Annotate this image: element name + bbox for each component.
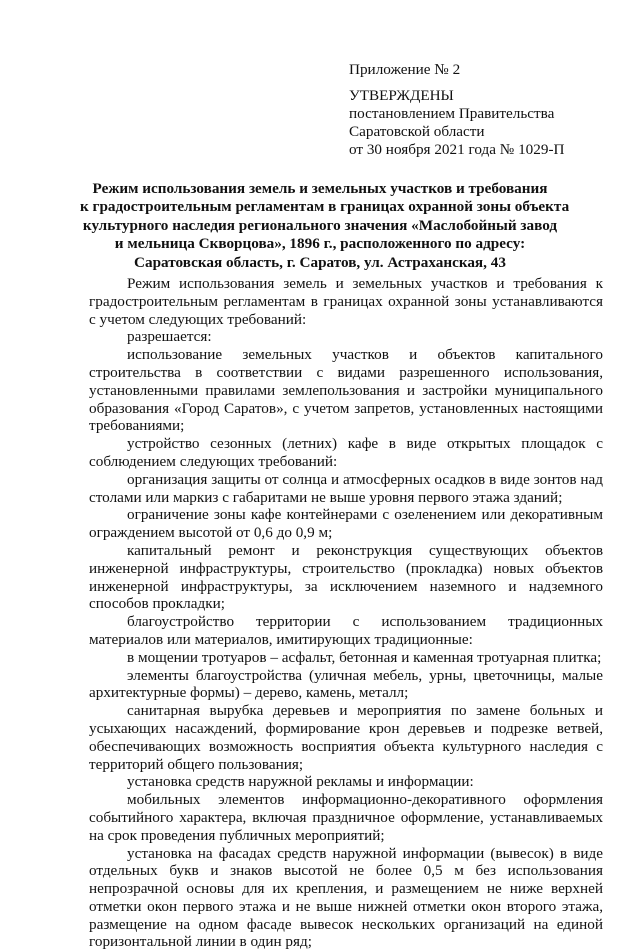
- document-body: [89, 275, 603, 951]
- appendix-label: Приложение № 2: [349, 61, 609, 79]
- approval-line: Саратовской области: [349, 123, 609, 141]
- paragraph: использование земельных участков и объектов капитального строительства в соответствии с видами разрешенного использования, установленными правилами землепользования и застройки муниципального образования «Город Саратов», с учетом запретов, установленных настоящими требованиями;: [89, 346, 603, 435]
- paragraph: устройство сезонных (летних) кафе в виде открытых площадок с соблюдением следующих требований:: [89, 435, 603, 471]
- paragraph: благоустройство территории с использованием традиционных материалов или материалов, имитирующих традиционные:: [89, 613, 603, 649]
- approval-date-number: от 30 ноября 2021 года № 1029-П: [349, 141, 609, 159]
- paragraph: ограничение зоны кафе контейнерами с озеленением или декоративным ограждением высотой от 0,6 до 0,9 м;: [89, 506, 603, 542]
- approved-label: УТВЕРЖДЕНЫ: [349, 87, 609, 105]
- title-line: Режим использования земель и земельных участков и требования: [80, 180, 560, 198]
- document-title: [80, 180, 560, 272]
- title-line: и мельница Скворцова», 1896 г., расположенного по адресу:: [80, 235, 560, 253]
- paragraph: установка средств наружной рекламы и информации:: [89, 773, 603, 791]
- title-line: культурного наследия регионального значения «Маслобойный завод: [80, 217, 560, 235]
- paragraph: элементы благоустройства (уличная мебель, урны, цветочницы, малые архитектурные формы) – дерево, камень, металл;: [89, 667, 603, 703]
- title-line: Саратовская область, г. Саратов, ул. Астраханская, 43: [80, 254, 560, 272]
- paragraph: санитарная вырубка деревьев и мероприятия по замене больных и усыхающих насаждений, формирование крон деревьев и подрезке ветвей, обеспечивающих возможность восприятия объекта культурного наследия с территорий общего пользования;: [89, 702, 603, 773]
- paragraph: мобильных элементов информационно-декоративного оформления событийного характера, включая праздничное оформление, устанавливаемых на срок проведения публичных мероприятий;: [89, 791, 603, 844]
- paragraph: установка на фасадах средств наружной информации (вывесок) в виде отдельных букв и знаков высотой не более 0,5 м без использования непрозрачной основы для их крепления, и размещением не ниже верхней отметки окон первого этажа и не выше нижней отметки окон второго этажа, размещение на одном фасаде вывесок нескольких организаций на единой горизонтальной линии в один ряд;: [89, 845, 603, 951]
- paragraph: организация защиты от солнца и атмосферных осадков в виде зонтов над столами или маркиз с габаритами не выше уровня первого этажа зданий;: [89, 471, 603, 507]
- approval-line: постановлением Правительства: [349, 105, 609, 123]
- approval-block: [349, 61, 609, 159]
- paragraph: капитальный ремонт и реконструкция существующих объектов инженерной инфраструктуры, строительство (прокладка) новых объектов инженерной инфраструктуры, за исключением наземного и надземного способов прокладки;: [89, 542, 603, 613]
- paragraph: Режим использования земель и земельных участков и требования к градостроительным регламентам в границах охранной зоны устанавливаются с учетом следующих требований:: [89, 275, 603, 328]
- title-line: к градостроительным регламентам в границах охранной зоны объекта: [80, 198, 560, 216]
- paragraph: в мощении тротуаров – асфальт, бетонная и каменная тротуарная плитка;: [89, 649, 603, 667]
- paragraph: разрешается:: [89, 328, 603, 346]
